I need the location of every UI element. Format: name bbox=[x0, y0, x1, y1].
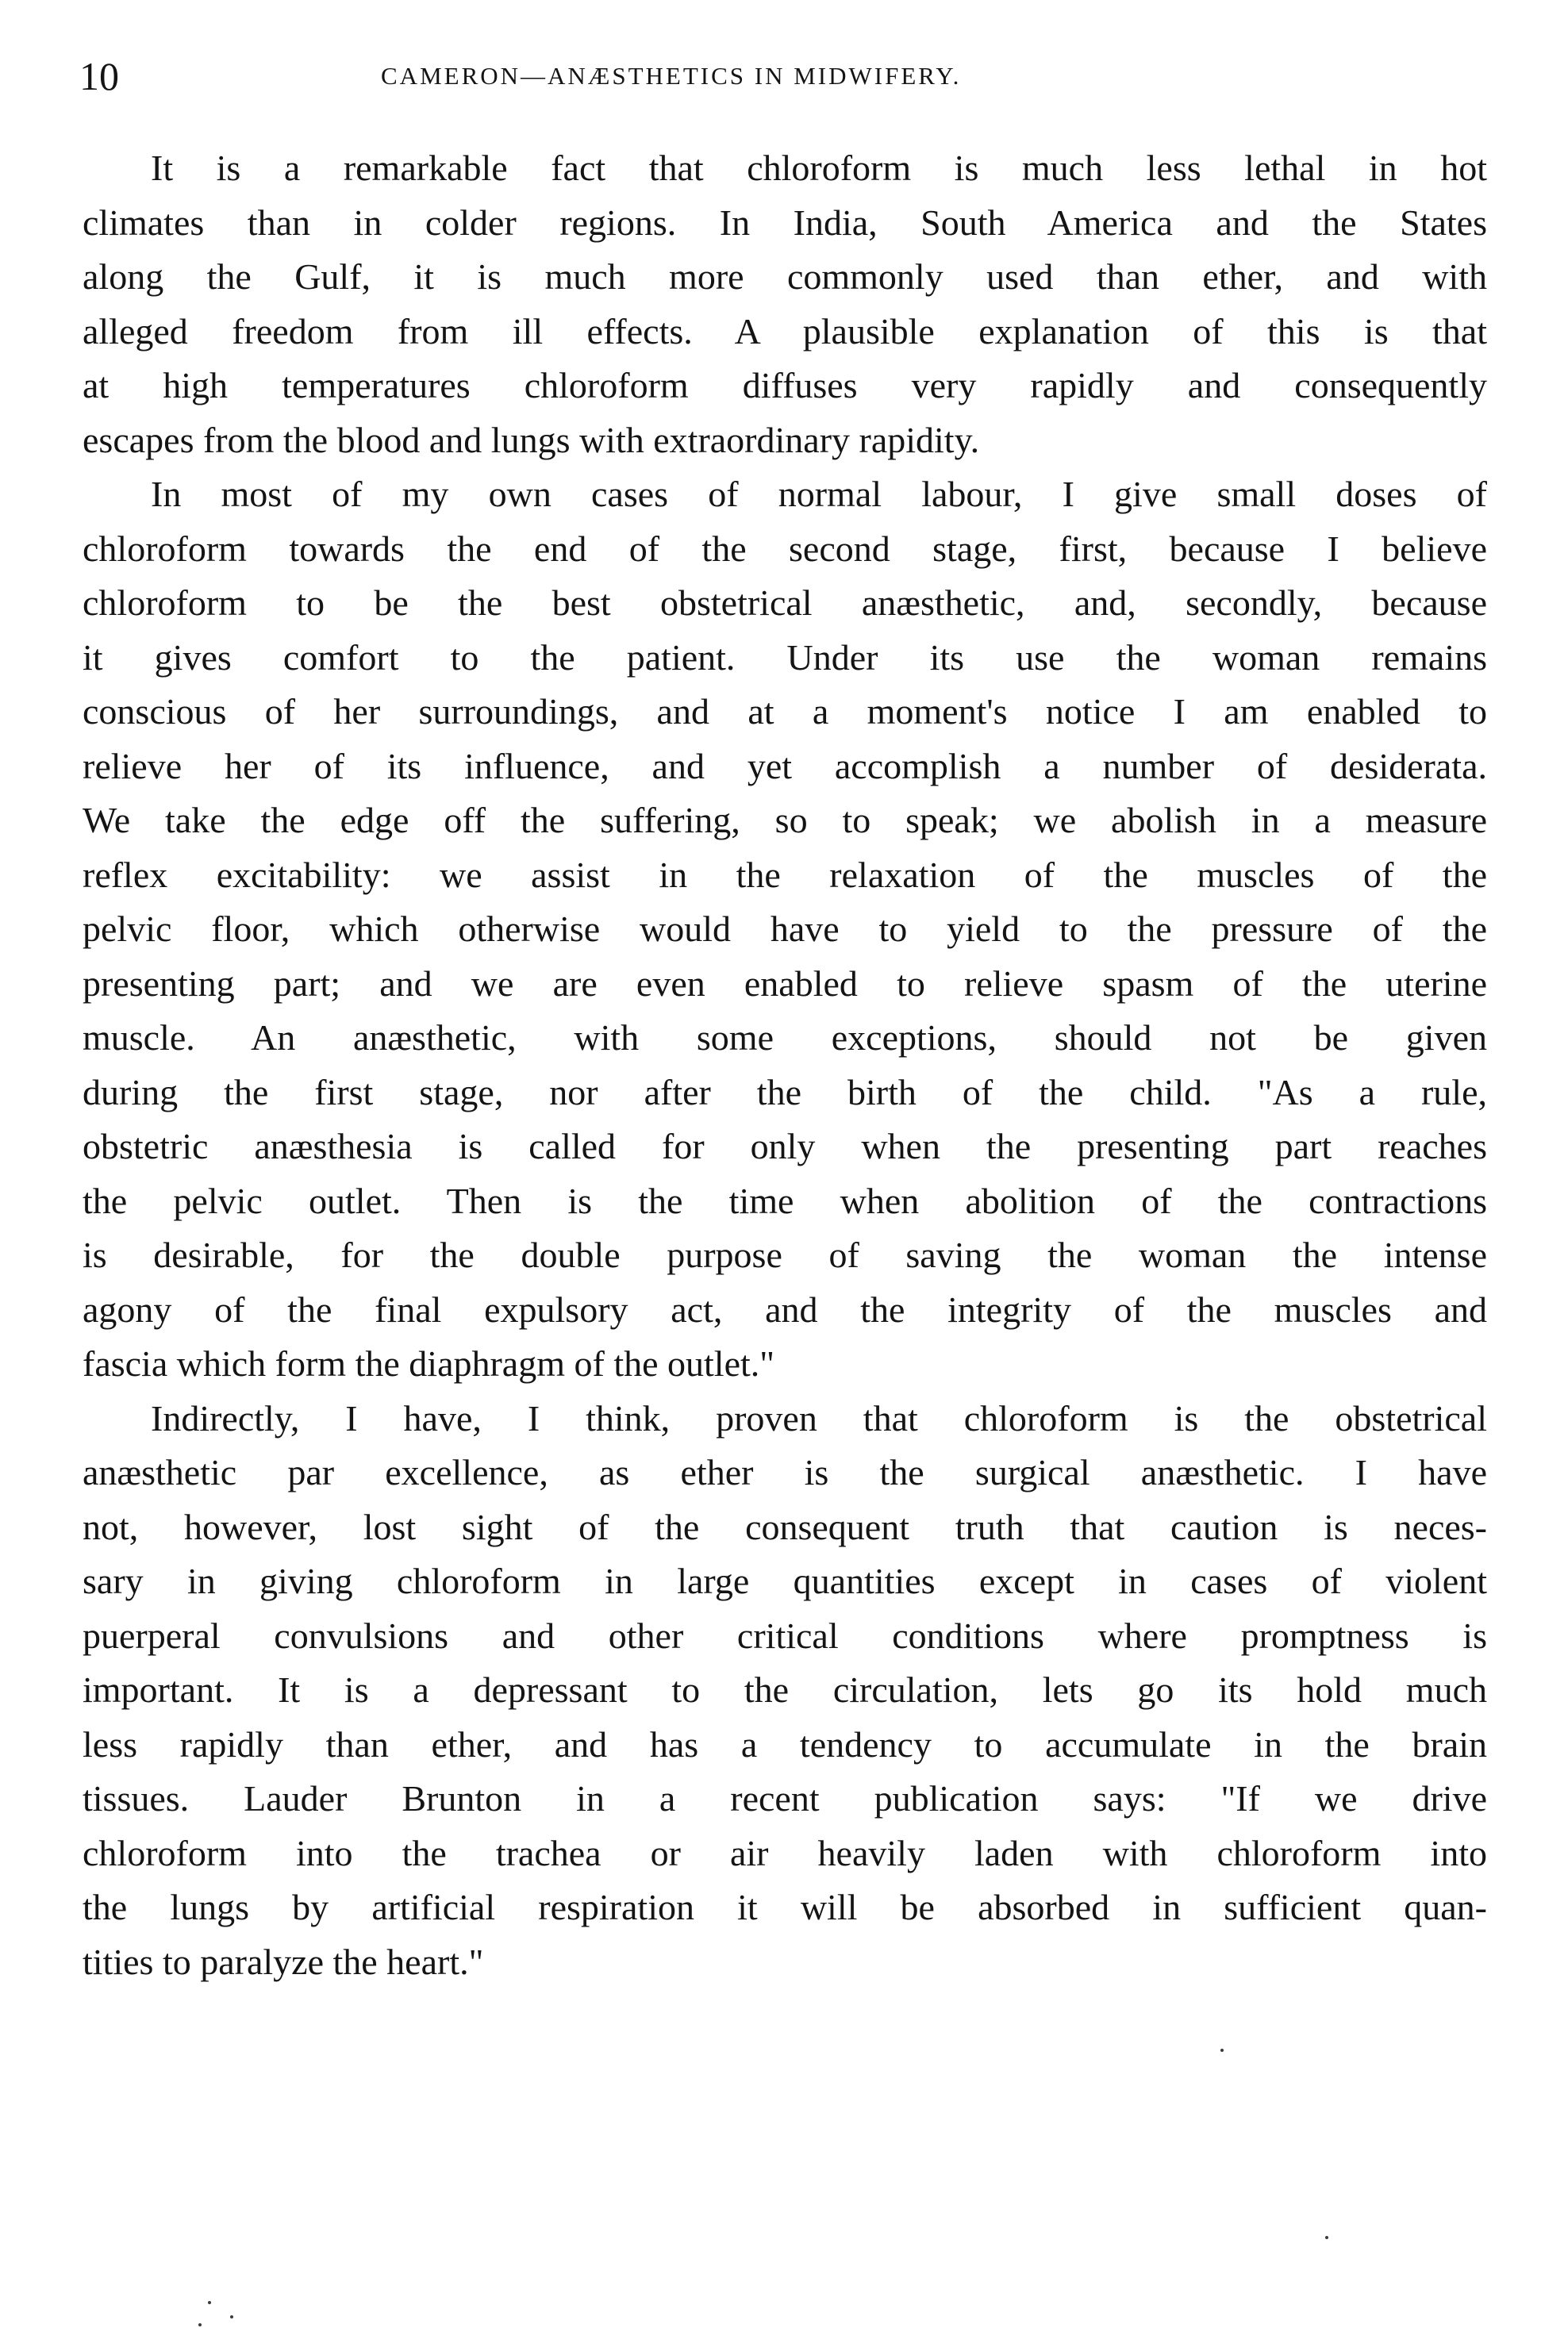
paragraph bbox=[83, 467, 1487, 1392]
paragraph bbox=[83, 141, 1487, 467]
body-text bbox=[83, 141, 1487, 1989]
text-line: along the Gulf, it is much more commonly used than ether, and with bbox=[83, 256, 1487, 297]
text-line: We take the edge off the suffering, so to speak; we abolish in a measure bbox=[83, 800, 1487, 840]
text-line: chloroform to be the best obstetrical anæsthetic, and, secondly, because bbox=[83, 582, 1487, 623]
text-line: puerperal convulsions and other critical conditions where promptness is bbox=[83, 1615, 1487, 1656]
text-line: at high temperatures chloroform diffuses very rapidly and consequently bbox=[83, 365, 1487, 405]
text-line: tities to paralyze the heart." bbox=[83, 1941, 484, 1982]
text-line: chloroform towards the end of the second stage, first, because I believe bbox=[83, 528, 1487, 569]
text-line: the pelvic outlet. Then is the time when abolition of the contractions bbox=[83, 1180, 1487, 1221]
text-line: tissues. Lauder Brunton in a recent publication says: "If we drive bbox=[83, 1778, 1487, 1819]
text-line: it gives comfort to the patient. Under its use the woman remains bbox=[83, 636, 1487, 678]
text-line: important. It is a depressant to the circulation, lets go its hold much bbox=[83, 1669, 1487, 1710]
print-speck bbox=[198, 2323, 202, 2326]
text-line: not, however, lost sight of the consequent truth that caution is neces- bbox=[83, 1506, 1487, 1547]
running-head: CAMERON—ANÆSTHETICS IN MIDWIFERY. bbox=[381, 62, 962, 90]
text-line: is desirable, for the double purpose of saving the woman the intense bbox=[83, 1235, 1487, 1275]
text-line: alleged freedom from ill effects. A plausible explanation of this is that bbox=[83, 310, 1487, 352]
text-line: fascia which form the diaphragm of the outlet." bbox=[83, 1343, 775, 1384]
text-line: pelvic floor, which otherwise would have to yield to the pressure of the bbox=[83, 909, 1487, 949]
text-line: conscious of her surroundings, and at a moment's notice I am enabled to bbox=[83, 691, 1487, 732]
print-speck bbox=[1325, 2236, 1328, 2239]
text-line: less rapidly than ether, and has a tendency to accumulate in the brain bbox=[83, 1723, 1487, 1765]
print-speck bbox=[208, 2301, 211, 2304]
text-line: the lungs by artificial respiration it will be absorbed in sufficient quan- bbox=[83, 1887, 1487, 1927]
text-line: sary in giving chloroform in large quantities except in cases of violent bbox=[83, 1561, 1487, 1601]
text-line: presenting part; and we are even enabled to relieve spasm of the uterine bbox=[83, 962, 1487, 1004]
text-line: agony of the final expulsory act, and the integrity of the muscles and bbox=[83, 1289, 1487, 1330]
page-number: 10 bbox=[79, 54, 119, 98]
text-line: muscle. An anæsthetic, with some exceptions, should not be given bbox=[83, 1017, 1487, 1058]
text-line: climates than in colder regions. In India, South America and the States bbox=[83, 202, 1487, 243]
text-line: obstetric anæsthesia is called for only when the presenting part reaches bbox=[83, 1126, 1487, 1166]
print-speck bbox=[1220, 2049, 1224, 2052]
print-speck bbox=[230, 2315, 233, 2318]
text-line: It is a remarkable fact that chloroform is much less lethal in hot bbox=[151, 148, 1487, 188]
paragraph bbox=[83, 1392, 1487, 1990]
text-line: Indirectly, I have, I think, proven that chloroform is the obstetrical bbox=[151, 1397, 1487, 1439]
text-line: relieve her of its influence, and yet accomplish a number of desiderata. bbox=[83, 745, 1487, 786]
text-line: anæsthetic par excellence, as ether is the surgical anæsthetic. I have bbox=[83, 1452, 1487, 1492]
text-line: reflex excitability: we assist in the relaxation of the muscles of the bbox=[83, 854, 1487, 895]
text-line: In most of my own cases of normal labour, I give small doses of bbox=[151, 474, 1487, 514]
text-line: chloroform into the trachea or air heavily laden with chloroform into bbox=[83, 1832, 1487, 1873]
text-line: during the first stage, nor after the birth of the child. "As a rule, bbox=[83, 1071, 1487, 1112]
text-line: escapes from the blood and lungs with extraordinary rapidity. bbox=[83, 419, 980, 460]
